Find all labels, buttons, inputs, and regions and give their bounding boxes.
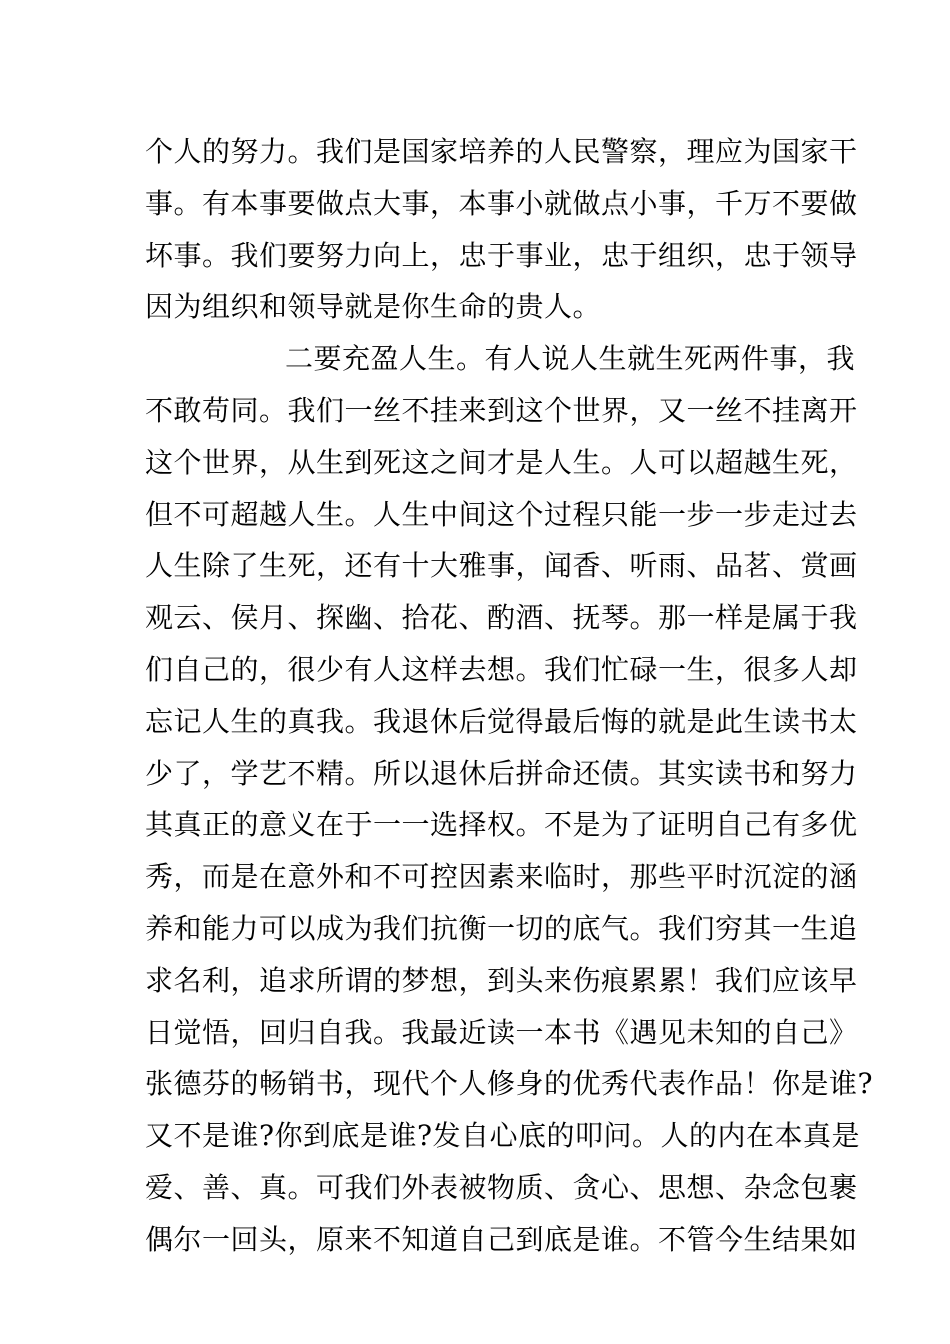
text-line: 秀，而是在意外和不可控因素来临时，那些平时沉淀的涵: [145, 860, 858, 894]
body-text: [145, 126, 874, 1266]
paragraph-start-line: 二要充盈人生。有人说人生就生死两件事，我: [285, 342, 856, 376]
text-line: 因为组织和领导就是你生命的贵人。: [145, 290, 602, 324]
text-line: 事。有本事要做点大事，本事小就做点小事，千万不要做: [145, 186, 858, 220]
text-line: 其真正的意义在于一一选择权。不是为了证明自己有多优: [145, 808, 858, 842]
text-line: 求名利，追求所谓的梦想，到头来伤痕累累！我们应该早: [145, 963, 858, 997]
text-line: 观云、侯月、探幽、拾花、酌酒、抚琴。那一样是属于我: [145, 601, 858, 635]
text-line: 偶尔一回头，原来不知道自己到底是谁。不管今生结果如: [145, 1222, 858, 1256]
text-line: 个人的努力。我们是国家培养的人民警察，理应为国家干: [145, 135, 858, 168]
text-line: 不敢苟同。我们一丝不挂来到这个世界，又一丝不挂离开: [145, 393, 858, 427]
text-line: 这个世界，从生到死这之间才是人生。人可以超越生死，: [145, 445, 858, 479]
text-line: 少了，学艺不精。所以退休后拼命还债。其实读书和努力: [145, 756, 858, 790]
text-line: 坏事。我们要努力向上，忠于事业，忠于组织，忠于领导: [145, 238, 858, 272]
text-line: 爱、善、真。可我们外表被物质、贪心、思想、杂念包裹: [145, 1170, 858, 1204]
text-line: 张德芬的畅销书，现代个人修身的优秀代表作品！你是谁?: [145, 1067, 874, 1101]
text-line: 但不可超越人生。人生中间这个过程只能一步一步走过去: [145, 497, 858, 531]
text-line: 忘记人生的真我。我退休后觉得最后悔的就是此生读书太: [145, 704, 858, 738]
text-line: 养和能力可以成为我们抗衡一切的底气。我们穷其一生追: [145, 911, 858, 945]
text-line: 们自己的，很少有人这样去想。我们忙碌一生，很多人却: [145, 652, 858, 686]
text-line: 又不是谁?你到底是谁?发自心底的叩问。人的内在本真是: [145, 1119, 861, 1153]
text-line: 人生除了生死，还有十大雅事，闻香、听雨、品茗、赏画: [145, 549, 858, 583]
text-line: 日觉悟，回归自我。我最近读一本书《遇见未知的自己》: [145, 1015, 858, 1049]
